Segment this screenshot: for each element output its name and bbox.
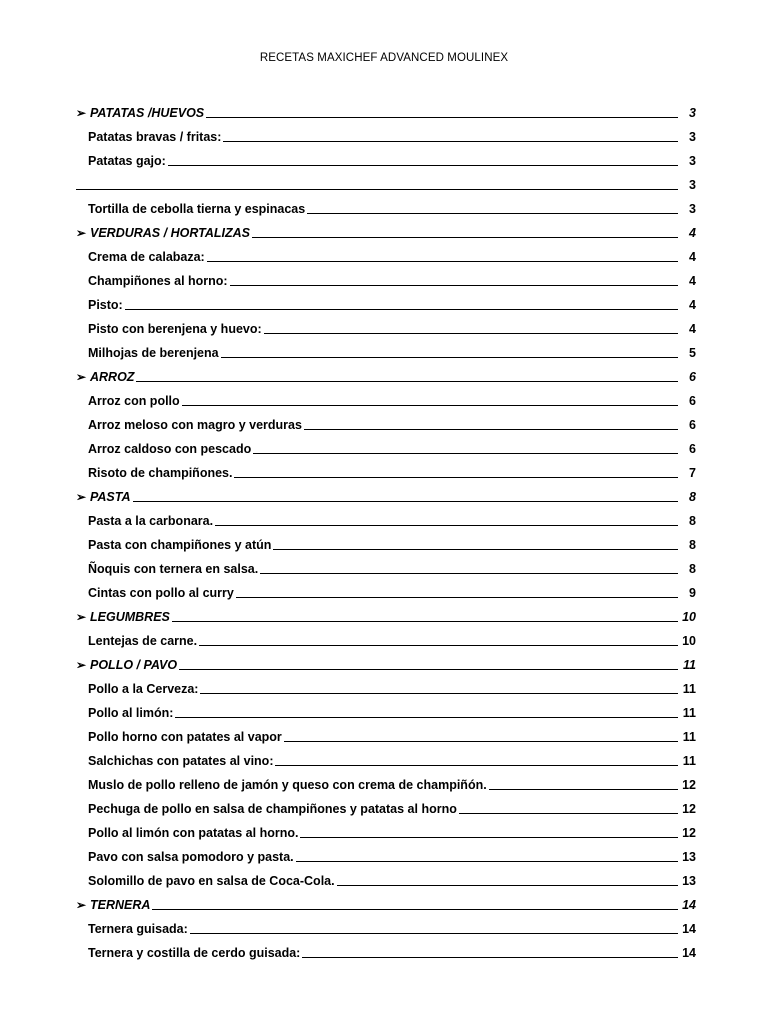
toc-entry-row[interactable] <box>74 864 696 888</box>
dot-leader-line <box>182 405 678 406</box>
toc-page-number: 3 <box>689 106 696 120</box>
toc-entry-label: Ñoquis con ternera en salsa. <box>88 562 259 576</box>
toc-entry-label: Ternera y costilla de cerdo guisada: <box>88 946 301 960</box>
dot-leader-line <box>264 333 678 334</box>
toc-entry-label: Pollo a la Cerveza: <box>88 682 199 696</box>
toc-category-row[interactable] <box>74 480 696 504</box>
dot-leader-line <box>307 213 678 214</box>
toc-entry-label: PASTA <box>90 490 131 504</box>
toc-page-number: 6 <box>689 442 696 456</box>
toc-entry-row[interactable] <box>74 432 696 456</box>
toc-entry-label: Pechuga de pollo en salsa de champiñones y patatas al horno <box>88 802 457 816</box>
dot-leader-line <box>200 693 678 694</box>
toc-entry-label: Lentejas de carne. <box>88 634 198 648</box>
toc-entry-row[interactable] <box>74 384 696 408</box>
toc-entry-label: Tortilla de cebolla tierna y espinacas <box>88 202 306 216</box>
dot-leader-line <box>190 933 678 934</box>
toc-entry-row[interactable] <box>74 408 696 432</box>
toc-category-row[interactable] <box>74 360 696 384</box>
toc-entry-row[interactable] <box>74 192 696 216</box>
toc-page-number: 11 <box>683 658 696 672</box>
toc-page-number: 3 <box>689 154 696 168</box>
toc-entry-label: Pisto con berenjena y huevo: <box>88 322 262 336</box>
toc-entry-row[interactable] <box>74 264 696 288</box>
dot-leader-line <box>133 501 678 502</box>
toc-entry-row[interactable] <box>74 528 696 552</box>
toc-entry-label: Pasta a la carbonara. <box>88 514 214 528</box>
dot-leader-line <box>179 669 678 670</box>
toc-page-number: 5 <box>689 346 696 360</box>
dot-leader-line <box>125 309 678 310</box>
arrow-bullet-icon: ➢ <box>76 658 87 672</box>
dot-leader-line <box>273 549 678 550</box>
toc-entry-label: PATATAS /HUEVOS <box>90 106 205 120</box>
toc-page-number: 10 <box>682 610 696 624</box>
toc-entry-row[interactable] <box>74 744 696 768</box>
toc-page-number: 13 <box>682 874 696 888</box>
dot-leader-line <box>459 813 678 814</box>
toc-entry-label: Solomillo de pavo en salsa de Coca-Cola. <box>88 874 335 888</box>
toc-entry-label: Arroz caldoso con pescado <box>88 442 252 456</box>
toc-entry-row[interactable] <box>74 336 696 360</box>
toc-entry-label: Milhojas de berenjena <box>88 346 219 360</box>
toc-entry-label: Patatas bravas / fritas: <box>88 130 222 144</box>
dot-leader-line <box>234 477 678 478</box>
arrow-bullet-icon: ➢ <box>76 226 87 240</box>
toc-entry-row[interactable] <box>74 816 696 840</box>
dot-leader-line <box>489 789 678 790</box>
toc-entry-row[interactable] <box>74 120 696 144</box>
dot-leader-line <box>175 717 678 718</box>
toc-page-number: 12 <box>682 802 696 816</box>
toc-entry-row[interactable] <box>74 456 696 480</box>
toc-category-row[interactable] <box>74 888 696 912</box>
arrow-bullet-icon: ➢ <box>76 610 87 624</box>
arrow-bullet-icon: ➢ <box>76 370 87 384</box>
toc-entry-row[interactable] <box>74 576 696 600</box>
toc-entry-label: Pollo al limón: <box>88 706 174 720</box>
toc-entry-label: Pavo con salsa pomodoro y pasta. <box>88 850 294 864</box>
dot-leader-line <box>172 621 678 622</box>
toc-entry-row[interactable] <box>74 840 696 864</box>
dot-leader-line <box>230 285 678 286</box>
toc-entry-label: Arroz con pollo <box>88 394 180 408</box>
toc-page-number: 14 <box>682 946 696 960</box>
toc-entry-label: TERNERA <box>90 898 151 912</box>
toc-entry-label: LEGUMBRES <box>90 610 170 624</box>
dot-leader-line <box>236 597 678 598</box>
toc-page-number: 8 <box>689 514 696 528</box>
toc-page-number: 4 <box>689 298 696 312</box>
toc-page-number: 3 <box>689 178 696 192</box>
dot-leader-line <box>221 357 678 358</box>
toc-page-number: 4 <box>689 322 696 336</box>
arrow-bullet-icon: ➢ <box>76 898 87 912</box>
toc-entry-label: Ternera guisada: <box>88 922 188 936</box>
toc-entry-label: Champiñones al horno: <box>88 274 228 288</box>
dot-leader-line <box>300 837 678 838</box>
toc-page-number: 11 <box>682 682 696 696</box>
dot-leader-line <box>253 453 678 454</box>
dot-leader-line <box>296 861 678 862</box>
toc-entry-row[interactable] <box>74 768 696 792</box>
dot-leader-line <box>284 741 678 742</box>
dot-leader-line <box>304 429 678 430</box>
dot-leader-line <box>275 765 678 766</box>
toc-page-number: 4 <box>689 250 696 264</box>
dot-leader-line <box>337 885 678 886</box>
toc-entry-row[interactable] <box>74 288 696 312</box>
toc-entry-row[interactable] <box>74 912 696 936</box>
toc-entry-label: Crema de calabaza: <box>88 250 205 264</box>
toc-entry-row[interactable] <box>74 240 696 264</box>
toc-entry-label: Risoto de champiñones. <box>88 466 233 480</box>
toc-entry-row[interactable] <box>74 144 696 168</box>
arrow-bullet-icon: ➢ <box>76 106 87 120</box>
toc-entry-label: Salchichas con patates al vino: <box>88 754 274 768</box>
dot-leader-line <box>260 573 678 574</box>
dot-leader-line <box>302 957 678 958</box>
table-of-contents <box>74 96 696 960</box>
dot-leader-line <box>206 117 678 118</box>
dot-leader-line <box>207 261 678 262</box>
toc-page-number: 4 <box>689 274 696 288</box>
toc-entry-label: POLLO / PAVO <box>90 658 178 672</box>
dot-leader-line <box>152 909 678 910</box>
toc-entry-label: Patatas gajo: <box>88 154 166 168</box>
toc-page-number: 11 <box>682 706 696 720</box>
toc-page-number: 14 <box>682 922 696 936</box>
dot-leader-line <box>199 645 678 646</box>
toc-category-row[interactable] <box>74 96 696 120</box>
toc-entry-row[interactable] <box>74 624 696 648</box>
toc-page-number: 12 <box>682 778 696 792</box>
toc-entry-row[interactable] <box>74 552 696 576</box>
toc-page-number: 6 <box>689 370 696 384</box>
toc-page-number: 10 <box>682 634 696 648</box>
toc-page-number: 11 <box>682 754 696 768</box>
toc-page-number: 3 <box>689 202 696 216</box>
toc-entry-label: Pasta con champiñones y atún <box>88 538 272 552</box>
toc-entry-row[interactable] <box>74 504 696 528</box>
dot-leader-line <box>215 525 678 526</box>
toc-entry-label: Pollo al limón con patatas al horno. <box>88 826 299 840</box>
toc-page-number: 11 <box>682 730 696 744</box>
toc-page-number: 8 <box>689 490 696 504</box>
toc-category-row[interactable] <box>74 216 696 240</box>
toc-entry-row[interactable] <box>74 696 696 720</box>
dot-leader-line <box>223 141 678 142</box>
toc-page-number: 6 <box>689 394 696 408</box>
toc-page-number: 6 <box>689 418 696 432</box>
toc-entry-row[interactable] <box>74 792 696 816</box>
toc-page-number: 4 <box>689 226 696 240</box>
dot-leader-line <box>76 189 678 190</box>
toc-entry-label: Pollo horno con patates al vapor <box>88 730 282 744</box>
dot-leader-line <box>168 165 678 166</box>
toc-entry-row[interactable] <box>74 672 696 696</box>
toc-entry-label: Muslo de pollo relleno de jamón y queso con crema de champiñón. <box>88 778 487 792</box>
toc-category-row[interactable] <box>74 648 696 672</box>
toc-entry-row[interactable] <box>74 936 696 960</box>
toc-entry-label: Pisto: <box>88 298 123 312</box>
toc-page-number: 8 <box>689 538 696 552</box>
toc-page-number: 12 <box>682 826 696 840</box>
toc-entry-label: VERDURAS / HORTALIZAS <box>90 226 250 240</box>
toc-category-row[interactable] <box>74 600 696 624</box>
toc-page-number: 9 <box>689 586 696 600</box>
toc-page-number: 13 <box>682 850 696 864</box>
toc-page-number: 3 <box>689 130 696 144</box>
toc-entry-row[interactable] <box>74 312 696 336</box>
toc-entry-label: Cintas con pollo al curry <box>88 586 234 600</box>
dot-leader-line <box>136 381 678 382</box>
toc-page-number: 7 <box>689 466 696 480</box>
document-title: RECETAS MAXICHEF ADVANCED MOULINEX <box>259 52 509 64</box>
arrow-bullet-icon: ➢ <box>76 490 87 504</box>
toc-entry-row[interactable] <box>74 168 696 192</box>
toc-entry-row[interactable] <box>74 720 696 744</box>
toc-entry-label: Arroz meloso con magro y verduras <box>88 418 302 432</box>
dot-leader-line <box>252 237 678 238</box>
toc-page-number: 8 <box>689 562 696 576</box>
toc-page-number: 14 <box>682 898 696 912</box>
toc-entry-label: ARROZ <box>90 370 135 384</box>
